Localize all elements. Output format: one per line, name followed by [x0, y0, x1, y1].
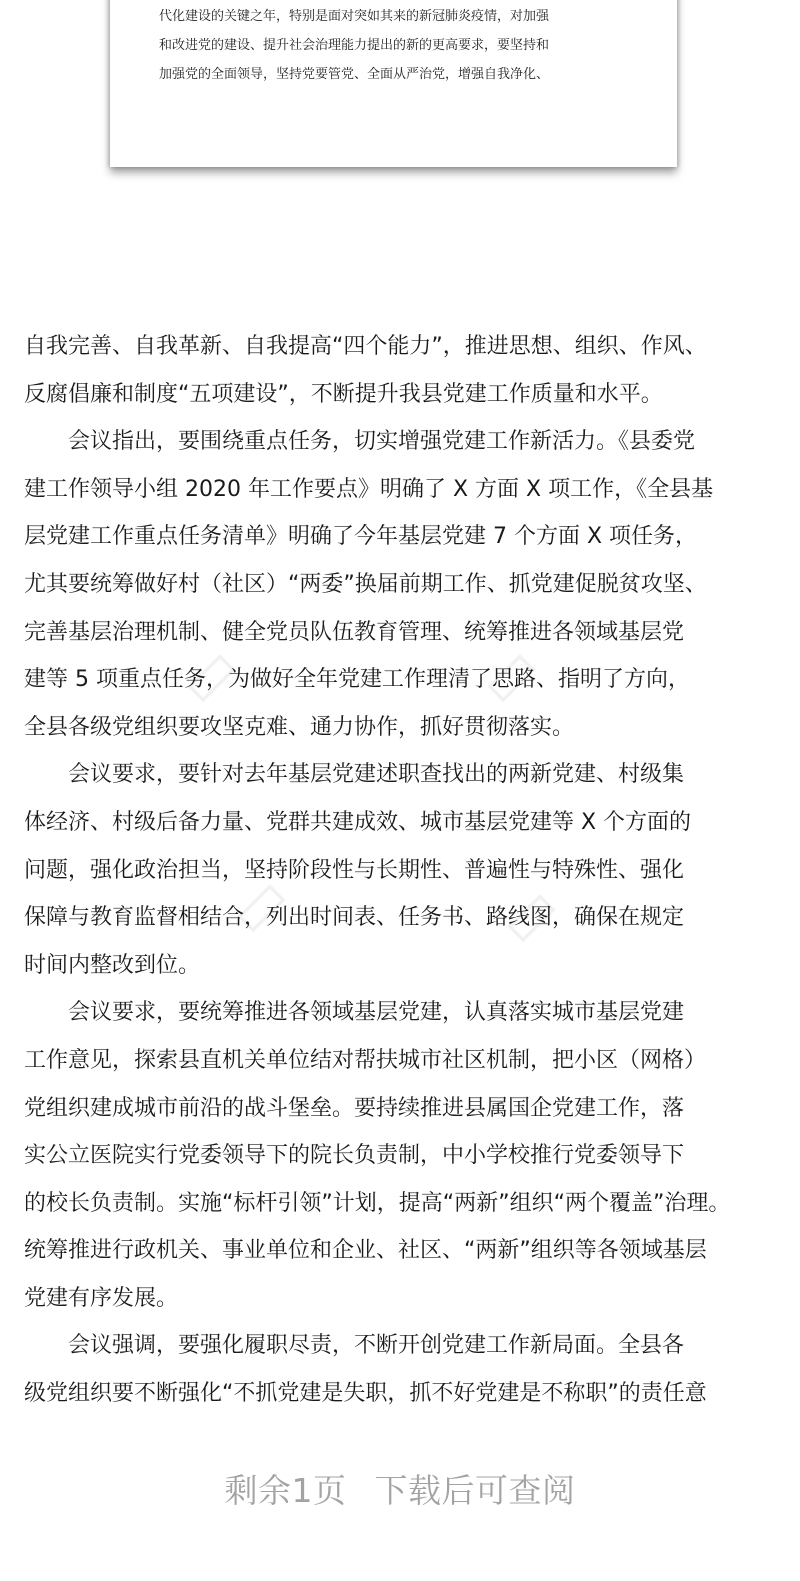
document-body: [24, 323, 776, 1418]
watermark-mark: ▭: [213, 860, 304, 950]
document-line: 建等 5 项重点任务，为做好全年党建工作理清了思路、指明了方向，: [24, 667, 690, 693]
document-line: 建工作领导小组 2020 年工作要点》明确了 X 方面 X 项工作，《全县基: [24, 476, 714, 502]
document-line: 统筹推进行政机关、事业单位和企业、社区、“两新”组织等各领域基层: [24, 1238, 707, 1264]
document-line: 尤其要统筹做好村（社区）“两委”换届前期工作、抓党建促脱贫攻坚、: [24, 571, 707, 597]
document-line: 会议要求，要统筹推进各领域基层党建，认真落实城市基层党建: [24, 1000, 685, 1026]
document-line: 反腐倡廉和制度“五项建设”，不断提升我县党建工作质量和水平。: [24, 381, 663, 407]
download-to-view-label: 下载后可查阅: [374, 1471, 576, 1510]
document-line: 时间内整改到位。: [24, 952, 201, 978]
watermark-mark: ▭: [483, 870, 574, 960]
preview-line: 和改进党的建设、提升社会治理能力提出的新的更高要求，要坚持和: [159, 38, 550, 53]
watermark-mark: ▭: [463, 630, 554, 720]
document-line: 保障与教育监督相结合，列出时间表、任务书、路线图，确保在规定: [24, 905, 685, 931]
document-line: 自我完善、自我革新、自我提高“四个能力”，推进思想、组织、作风、: [24, 334, 707, 359]
document-line: 党组织建成城市前沿的战斗堡垒。要持续推进县属国企党建工作，落: [24, 1095, 685, 1121]
preview-line: 加强党的全面领导，坚持党要管党、全面从严治党，增强自我净化、: [159, 67, 550, 82]
document-line: 问题，强化政治担当，坚持阶段性与长期性、普遍性与特殊性、强化: [24, 857, 685, 883]
document-line: 级党组织要不断强化“不抓党建是失职，抓不好党建是不称职”的责任意: [24, 1381, 707, 1407]
document-line: 会议指出，要围绕重点任务，切实增强党建工作新活力。《县委党: [24, 429, 696, 455]
document-line: 会议要求，要针对去年基层党建述职查找出的两新党建、村级集: [24, 762, 685, 788]
remaining-pages-label: 剩余1页: [224, 1471, 347, 1510]
document-line: 体经济、村级后备力量、党群共建成效、城市基层党建等 X 个方面的: [24, 809, 692, 835]
document-line: 的校长负责制。实施“标杆引领”计划，提高“两新”组织“两个覆盖”治理。: [24, 1190, 731, 1216]
document-line: 层党建工作重点任务清单》明确了今年基层党建 7 个方面 X 项任务，: [24, 524, 698, 550]
preview-line: 代化建设的关键之年，特别是面对突如其来的新冠肺炎疫情，对加强: [159, 9, 550, 24]
document-line: 全县各级党组织要攻坚克难、通力协作，抓好贯彻落实。: [24, 714, 575, 740]
document-line: 党建有序发展。: [24, 1285, 179, 1311]
document-line: 工作意见，探索县直机关单位结对帮扶城市社区机制，把小区（网格）: [24, 1047, 707, 1073]
preview-card: [110, 0, 677, 167]
document-line: 实公立医院实行党委领导下的院长负责制，中小学校推行党委领导下: [24, 1143, 685, 1169]
preview-text: [159, 2, 659, 89]
document-line: 会议强调，要强化履职尽责，不断开创党建工作新局面。全县各: [24, 1333, 685, 1359]
download-prompt[interactable]: [0, 1465, 800, 1512]
watermark-mark: ▭: [163, 630, 254, 720]
document-line: 完善基层治理机制、健全党员队伍教育管理、统筹推进各领域基层党: [24, 619, 685, 645]
